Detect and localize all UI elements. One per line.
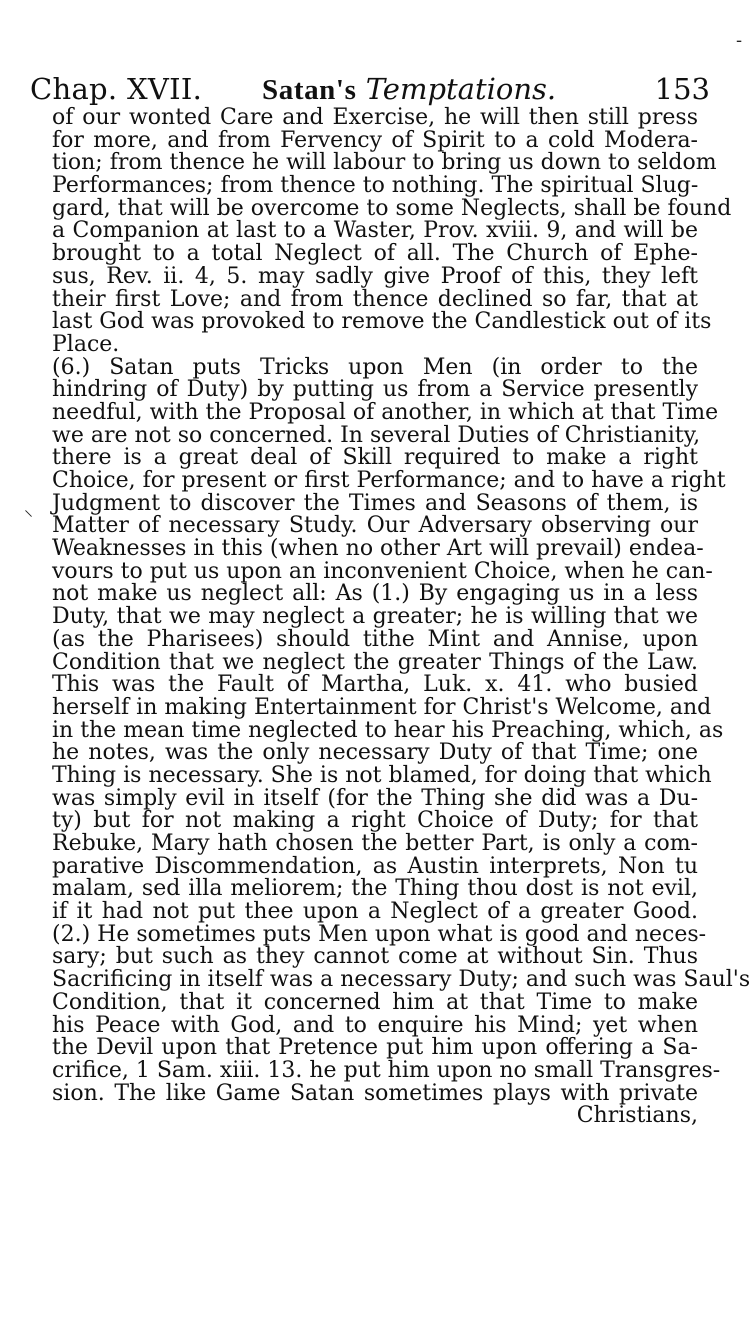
text-line: last God was provoked to remove the Candlestick out of its bbox=[52, 309, 712, 335]
text-line: needful, with the Proposal of another, in which at that Time bbox=[52, 399, 719, 425]
text-line: Choice, for present or first Performance; and to have a right bbox=[52, 468, 726, 493]
text-line: of our wonted Care and Exercise, he will then still press bbox=[52, 105, 698, 130]
page-number: 153 bbox=[654, 72, 710, 106]
margin-mark: ⸌ bbox=[24, 507, 33, 528]
text-line: sion. The like Game Satan sometimes plays with private bbox=[52, 1080, 698, 1106]
text-line: Matter of necessary Study. Our Adversary observing our bbox=[52, 513, 698, 539]
text-line: in the mean time neglected to hear his Preaching, which, as bbox=[52, 717, 724, 743]
text-line: Sacrificing in itself was a necessary Duty; and such was Saul's bbox=[52, 967, 750, 993]
text-line: Condition, that it concerned him at that Time to make bbox=[52, 989, 698, 1015]
text-line: Duty, that we may neglect a greater; he is willing that we bbox=[52, 604, 698, 630]
text-line: his Peace with God, and to enquire his Mind; yet when bbox=[52, 1012, 698, 1038]
running-head bbox=[30, 72, 720, 106]
text-line: parative Discommendation, as Austin interprets, Non tu bbox=[52, 853, 698, 879]
text-line: crifice, 1 Sam. xiii. 13. he put him upon no small Transgres- bbox=[52, 1057, 721, 1083]
text-line: not make us neglect all: As (1.) By engaging us in a less bbox=[52, 581, 698, 607]
body-text bbox=[52, 105, 750, 1129]
chapter-heading: Chap. XVII. bbox=[30, 72, 203, 106]
catchword: Christians, bbox=[576, 1103, 698, 1129]
text-line: tion; from thence he will labour to bring us down to seldom bbox=[52, 150, 717, 176]
text-line: (2.) He sometimes puts Men upon what is good and neces- bbox=[52, 921, 707, 947]
text-line: vours to put us upon an inconvenient Choice, when he can- bbox=[52, 558, 713, 584]
text-line: he notes, was the only necessary Duty of that Time; one bbox=[52, 740, 698, 766]
text-line: herself in making Entertainment for Christ's Welcome, and bbox=[52, 694, 712, 720]
text-line: the Devil upon that Pretence put him upon offering a Sa- bbox=[52, 1035, 698, 1061]
text-line: Condition that we neglect the greater Things of the Law. bbox=[52, 649, 698, 675]
text-line: Performances; from thence to nothing. The spiritual Slug- bbox=[52, 173, 699, 199]
text-line: malam, sed illa meliorem; the Thing thou dost is not evil, bbox=[52, 876, 698, 902]
text-line: (as the Pharisees) should tithe Mint and Annise, upon bbox=[52, 626, 698, 652]
running-title bbox=[262, 72, 556, 107]
text-line: a Companion at last to a Waster, Prov. xviii. 9, and will be bbox=[52, 218, 698, 244]
text-line: for more, and from Fervency of Spirit to a cold Modera- bbox=[52, 127, 698, 153]
text-line: This was the Fault of Martha, Luk. x. 41. who busied bbox=[52, 672, 698, 698]
text-line: Rebuke, Mary hath chosen the better Part, is only a com- bbox=[52, 831, 698, 856]
running-title-suffix: Temptations. bbox=[365, 72, 557, 106]
text-line: Weaknesses in this (when no other Art will prevail) endea- bbox=[52, 536, 704, 562]
text-line: (6.) Satan puts Tricks upon Men (in order to the bbox=[52, 354, 698, 380]
text-line: gard, that will be overcome to some Neglects, shall be found bbox=[52, 195, 732, 221]
text-line: sus, Rev. ii. 4, 5. may sadly give Proof of this, they left bbox=[52, 263, 698, 289]
text-line: hindring of Duty) by putting us from a Service presently bbox=[52, 377, 698, 403]
text-line: Thing is necessary. She is not blamed, for doing that which bbox=[52, 762, 712, 788]
text-line: sary; but such as they cannot come at without Sin. Thus bbox=[52, 944, 698, 970]
margin-mark: - bbox=[736, 30, 743, 51]
text-line: ty) but for not making a right Choice of Duty; for that bbox=[52, 808, 698, 834]
text-line: Judgment to discover the Times and Seasons of them, is bbox=[52, 490, 698, 516]
text-line: we are not so concerned. In several Duties of Christianity, bbox=[52, 422, 701, 448]
text-line: was simply evil in itself (for the Thing she did was a Du- bbox=[52, 785, 698, 811]
text-line: there is a great deal of Skill required to make a right bbox=[52, 445, 698, 471]
running-title-prefix: Satan's bbox=[262, 74, 357, 106]
text-line: Place. bbox=[52, 331, 120, 357]
text-line: brought to a total Neglect of all. The Church of Ephe- bbox=[52, 241, 698, 267]
text-line: if it had not put thee upon a Neglect of a greater Good. bbox=[52, 899, 698, 925]
text-line: their first Love; and from thence declined so far, that at bbox=[52, 286, 698, 312]
